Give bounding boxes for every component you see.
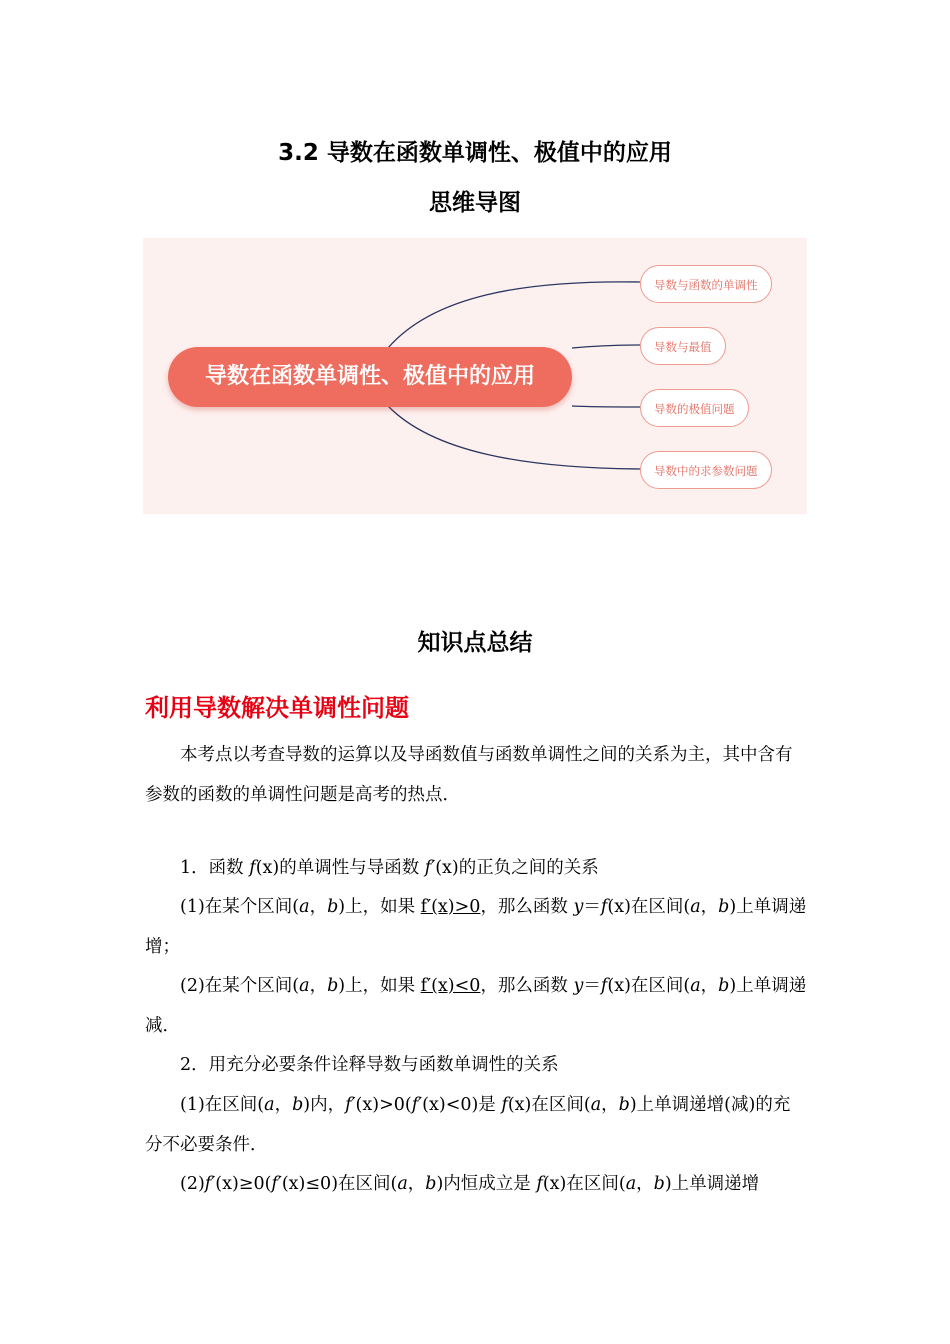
mindmap-branch-node: 导数的极值问题	[640, 389, 749, 427]
mindmap-branch-node: 导数与函数的单调性	[640, 265, 772, 303]
connector-line	[572, 406, 640, 407]
mindmap-root-node: 导数在函数单调性、极值中的应用	[168, 347, 572, 407]
point-2-paragraph: 2．用充分必要条件诠释导数与函数单调性的关系	[180, 1055, 559, 1075]
intro-paragraph: 本考点以考查导数的运算以及导函数值与函数单调性之间的关系为主，其中含有参数的函数的单调性问题是高考的热点．	[145, 745, 793, 805]
connector-line	[388, 406, 640, 469]
mindmap-heading: 思维导图	[429, 190, 521, 216]
connector-line	[388, 282, 640, 348]
document-title: 3.2 导数在函数单调性、极值中的应用	[278, 140, 672, 166]
mind-map	[143, 238, 807, 514]
section-heading: 利用导数解决单调性问题	[145, 694, 409, 722]
point-1-paragraph: 1．函数 f(x)的单调性与导函数 f′(x)的正负之间的关系	[180, 858, 599, 878]
point-2-1-paragraph: (1)在区间(a，b)内，f′(x)>0(f′(x)<0)是 f(x)在区间(a，b)上单调递增(减)的充分不必要条件．	[145, 1095, 791, 1155]
mindmap-branch-node: 导数与最值	[640, 327, 726, 365]
summary-heading: 知识点总结	[417, 630, 533, 656]
point-1-2-paragraph: (2)在某个区间(a，b)上，如果 f′(x)<0，那么函数 y＝f(x)在区间(a，b)上单调递减．	[145, 976, 807, 1036]
connector-line	[572, 345, 640, 348]
mindmap-branch-node: 导数中的求参数问题	[640, 451, 772, 489]
point-2-2-paragraph: (2)f′(x)≥0(f′(x)≤0)在区间(a，b)内恒成立是 f(x)在区间(a，b)上单调递增	[180, 1174, 760, 1194]
point-1-1-paragraph: (1)在某个区间(a，b)上，如果 f′(x)>0，那么函数 y＝f(x)在区间(a，b)上单调递增；	[145, 897, 807, 957]
